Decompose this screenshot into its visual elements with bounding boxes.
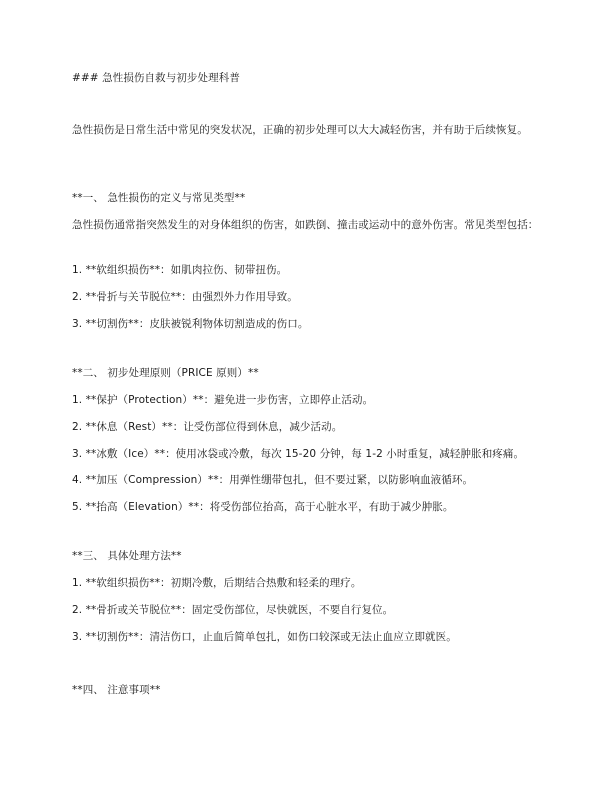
section-1-body: 急性损伤通常指突然发生的对身体组织的伤害，如跌倒、撞击或运动中的意外伤害。常见类型包括： <box>72 219 539 231</box>
section-2-item: 2. **休息（Rest）**：让受伤部位得到休息，减少活动。 <box>72 421 343 433</box>
section-4-heading: **四、 注意事项** <box>72 684 161 696</box>
section-2-item: 3. **冰敷（Ice）**：使用冰袋或冷敷，每次 15-20 分钟，每 1-2 小时重复，减轻肿胀和疼痛。 <box>72 448 525 460</box>
section-1-item: 3. **切割伤**：皮肤被锐利物体切割造成的伤口。 <box>72 318 309 330</box>
section-2-heading: **二、 初步处理原则（PRICE 原则）** <box>72 367 259 379</box>
section-3-heading: **三、 具体处理方法** <box>72 550 182 562</box>
intro-paragraph: 急性损伤是日常生活中常见的突发状况，正确的初步处理可以大大减轻伤害，并有助于后续恢复。 <box>72 124 528 136</box>
section-1-heading: **一、 急性损伤的定义与常见类型** <box>72 192 246 204</box>
section-2-item: 4. **加压（Compression）**：用弹性绷带包扎，但不要过紧，以防影响血液循环。 <box>72 474 474 486</box>
section-1-item: 2. **骨折与关节脱位**：由强烈外力作用导致。 <box>72 291 298 303</box>
section-1-item: 1. **软组织损伤**：如肌肉拉伤、韧带扭伤。 <box>72 264 288 276</box>
doc-title: ### 急性损伤自救与初步处理科普 <box>72 72 240 84</box>
section-2-item: 1. **保护（Protection）**：避免进一步伤害，立即停止活动。 <box>72 394 374 406</box>
section-3-item: 3. **切割伤**：清洁伤口，止血后简单包扎，如伤口较深或无法止血应立即就医。 <box>72 631 457 643</box>
section-3-item: 2. **骨折或关节脱位**：固定受伤部位，尽快就医，不要自行复位。 <box>72 604 394 616</box>
section-2-item: 5. **抬高（Elevation）**：将受伤部位抬高，高于心脏水平，有助于减少肿胀。 <box>72 501 454 513</box>
section-3-item: 1. **软组织损伤**：初期冷敷，后期结合热敷和轻柔的理疗。 <box>72 577 362 589</box>
